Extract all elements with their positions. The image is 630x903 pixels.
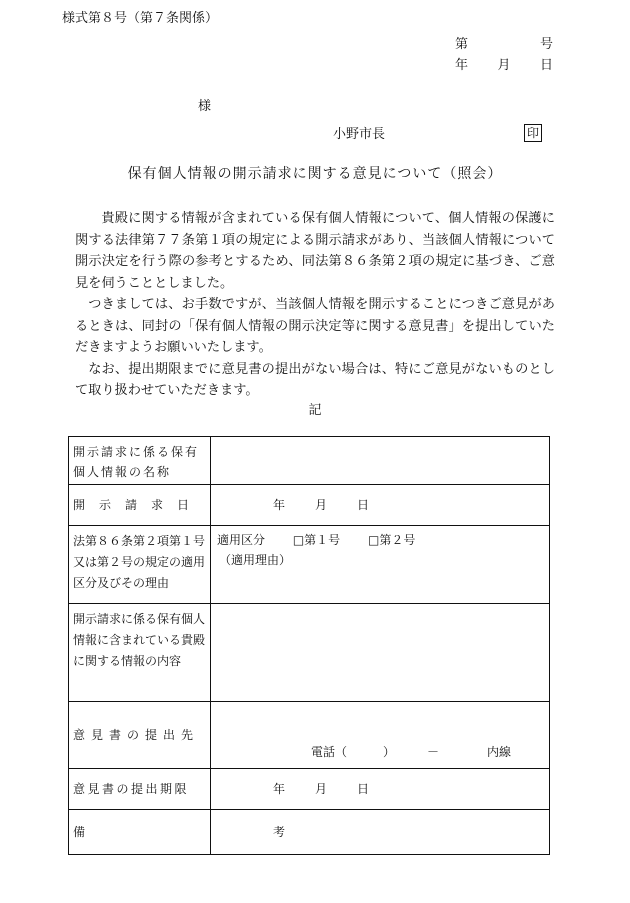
info-name-cell[interactable] (211, 437, 550, 485)
request-date-label-text: 開示請求日 (73, 498, 204, 512)
info-content-label: 開示請求に係る保有個人情報に含まれている貴殿に関する情報の内容 (69, 604, 211, 702)
reason-label: （適用理由） (219, 553, 292, 567)
category-label-text: 適用区分 (217, 533, 266, 547)
date-day: 日 (539, 58, 553, 73)
body-paragraph-1: 貴殿に関する情報が含まれている保有個人情報について、個人情報の保護に関する法律第７７条第１項の規定による開示請求があり、当該個人情報について開示決定を行う際の参考とするため、同法第８６条第２項の規定に基づき、ご意見を伺うこととしました。 (75, 211, 555, 291)
body-paragraph-2: つきましては、お手数ですが、当該個人情報を開示することにつきご意見があるときは、同封の「保有個人情報の開示決定等に関する意見書」を提出していただきますようお願いいたします。 (75, 297, 555, 355)
destination-label-text: 意見書の提出先 (73, 728, 200, 742)
remarks-label-text: 備 考 (73, 825, 374, 839)
destination-label (69, 702, 211, 769)
table-row (69, 485, 550, 526)
deadline-label (69, 769, 211, 810)
number-prefix: 第 (455, 37, 469, 52)
info-content-cell[interactable] (211, 604, 550, 702)
deadline-label-text: 意見書の提出期限 (73, 782, 190, 796)
table-row (69, 604, 550, 702)
deadline-year: 年 (273, 782, 286, 796)
request-date-label (69, 485, 211, 526)
deadline-day: 日 (357, 782, 370, 796)
request-date-day: 日 (357, 498, 370, 512)
date-year: 年 (455, 58, 469, 73)
seal-mark: 印 (524, 124, 542, 142)
form-number: 様式第８号（第７条関係） (62, 11, 219, 26)
option-1-checkbox[interactable]: □第１号 (292, 533, 341, 547)
date-month: 月 (497, 58, 511, 73)
request-date-cell[interactable] (211, 485, 550, 526)
option-2-checkbox[interactable]: □第２号 (368, 533, 416, 547)
ki-heading: 記 (308, 403, 322, 418)
phone-dash: － (427, 745, 440, 759)
deadline-month: 月 (315, 782, 328, 796)
document-title: 保有個人情報の開示請求に関する意見について（照会） (127, 166, 503, 182)
deadline-cell[interactable] (211, 769, 550, 810)
remarks-cell[interactable] (211, 810, 550, 855)
sender-name: 小野市長 (333, 127, 386, 142)
info-name-label: 開示請求に係る保有個人情報の名称 (69, 437, 211, 485)
request-date-month: 月 (315, 498, 328, 512)
table-row (69, 702, 550, 769)
number-suffix: 号 (539, 37, 553, 52)
extension-label: 内線 (487, 745, 512, 759)
table-row (69, 810, 550, 855)
inquiry-table (68, 436, 550, 855)
category-label: 法第８６条第２項第１号又は第２号の規定の適用区分及びその理由 (69, 526, 211, 604)
addressee-suffix: 様 (198, 99, 212, 114)
table-row (69, 526, 550, 604)
category-cell (211, 526, 550, 604)
destination-cell[interactable] (211, 702, 550, 769)
body-text (75, 208, 555, 402)
body-paragraph-3: なお、提出期限までに意見書の提出がない場合は、特にご意見がないものとして取り扱わせていただきます。 (75, 361, 555, 398)
table-row (69, 769, 550, 810)
table-row (69, 437, 550, 485)
document-number-line (455, 38, 553, 51)
remarks-label (69, 810, 374, 855)
document-date-line (455, 59, 553, 72)
request-date-year: 年 (273, 498, 286, 512)
phone-label: 電話（ ） (311, 745, 396, 759)
